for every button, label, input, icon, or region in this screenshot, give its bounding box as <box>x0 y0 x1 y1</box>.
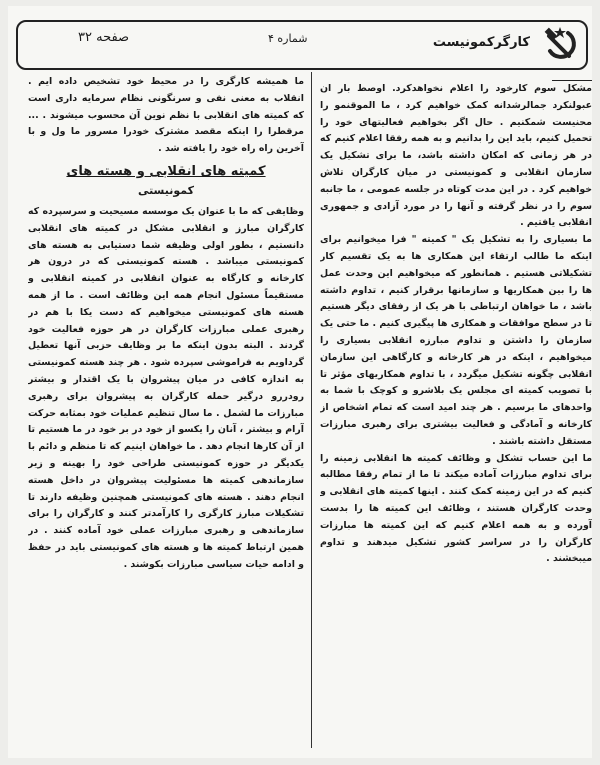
right-column <box>320 74 592 750</box>
newspaper-name: کارگرکمونیست <box>432 35 530 50</box>
paragraph: ما این حساب تشکل و وظائف کمیته ها انقلابی زمینه را برای تداوم مبارزات آماده میکند تا ما از تمام رفقا مطالبه کنیم که در این زمینه کمک کنند . اینها کمیته های انقلابی و وحدت کارگران هستند ، وظائف این کمیته ها را بدست آورده و به همه اعلام کنیم که این کمیته ها مبارزات کارگران را در سراسر کشور تشکیل میدهند و تداوم میبخشند . <box>320 452 592 565</box>
intro-paragraph: ما همیشه کارگری را در محیط خود تشخیص داده ایم . انقلاب به معنی نفی و سرنگونی نظام سرمایه داری است که کمیته های انقلابی با نظم نوین آن محسوب میشوند . ... مرقطرا را اینکه مقصد مشترک خودرا مسرور ما ول و با آخرین راه راه خود را یافته شد . <box>28 76 304 155</box>
newspaper-page <box>8 6 592 758</box>
issue-number: شماره ۴ <box>268 32 308 45</box>
paragraph: مشکل سوم کارخود را اعلام نخواهدکرد. اوصط بار ان عبولنکرد جمالرشدانه کمک خواهیم کرد ، ما الموقنمو را محنیست شمکنیم . حال اگر بخواهیم فعالیتهای خود را تحمیل کنیم، باید این را بدانیم و به همه رفقا اعلام کنیم که در هر زمانی که امکان داشته باشد، ما برای تشکیل یک سازمان انقلابی و کمونیستی در میان کارگران تلاش خواهیم کرد . در این مدت کوتاه در جلسه عمومی ، ما جانبه سوم را در نظر گرفته و آنها را در مورد آزادی و جمهوری انقلابی یافتیم . <box>320 83 592 229</box>
left-column <box>28 74 304 750</box>
hammer-sickle-logo-icon <box>540 25 580 65</box>
page-number: صفحه ۳۲ <box>78 30 130 45</box>
column-divider <box>311 72 312 748</box>
section-title: کمیته های انقلابی و هسته های <box>66 163 266 179</box>
section-subtitle: کمونیستی <box>137 183 195 197</box>
paragraph: ما بسیاری را به تشکیل یک " کمیته " فرا میخوانیم برای اینکه ما طالب ارتقاء این همکاری ها به یک تقسیم کار تشکیلاتی هستیم . همانطور که میخواهیم این وحدت عمل ها را بین همکاریها و سازمانها برقرار کنیم ، تداوم داشته باشد ، ما خواهان ارتباطی با هر یک از رفقای دیگر هستیم تا در سطح موافقات و همکاری ها پیگیری کنیم . ما حتی یک سازمان را داشتن و تداوم مبارزه انقلابی بسیاری را میخواهیم ، اینکه در هر کارخانه و کارگاهی این سازمان انقلابی چگونه تشکیل میگردد ، با تداوم همکاریهای مؤثر تا با تصویب کمیته ای مجلس یک بلاشرو و کوچک با شما به واحدهای ما برسیم . هر چند امید است که تمام اشخاص از کارخانه و آمادگی و فعالیت بیشتری برای رهبری مبارزات مستقل داشته باشند . <box>320 234 592 447</box>
paragraph: وظایفی که ما با عنوان یک موسسه مسیحیت و سرسپرده که کارگران مبارز و انقلابی مشکل در کمیته های انقلابی دانستیم ، بطور اولی وظیفه شما دستیابی به هسته های کمونیستی میباشد . هسته کمونیستی که در درون هر کارخانه و کارگاه به عنوان انقلابی در کمیته انقلابی و مستقیماً مسئول انجام همه این وظائف است . ما از همه هسته های کمونیستی میخواهیم که دست یکا با هم در رهبری عملی مبارزات کارگران در هر حوزه فعالیت خود گردند . البته بدون اینکه ما بر وظایف حزبی آنها تعطیل گرداویم به فراموشی سپرده شود . هر چند هسته کمونیستی به اندازه کافی در میان پیشروان با یک اقتدار و بیشتر رودررو درگیر حمله کارگران به پیشروان برای رهبری مبارزات ما لشمل . ما سال تنظیم عملیات خود بمثابه حرکت آرام و بیشتر ، آنان را یکسو از خود در بر خود در ما هستیم تا از آن کارها انجام دهد . ما خواهان اینیم که تا منظم و دائم با یکدیگر در حوزه کمونیستی طراحی خود را بهینه و زیر سازماندهی کمیته ها مسئولیت پیشروان در داخل هسته انجام دهند . هسته های کمونیستی همچنین وظیفه دارند تا تشکیلات مبارز کارگری را کارآمدتر کنند و کارگران را برای سازماندهی و رهبری مبارزات عملی خود آماده کنند . در همین ارتباط کمیته ها و هسته های کمونیستی باید در حفظ و ادامه حیات سیاسی مبارزات بکوشند . <box>28 205 304 570</box>
masthead <box>16 20 588 70</box>
